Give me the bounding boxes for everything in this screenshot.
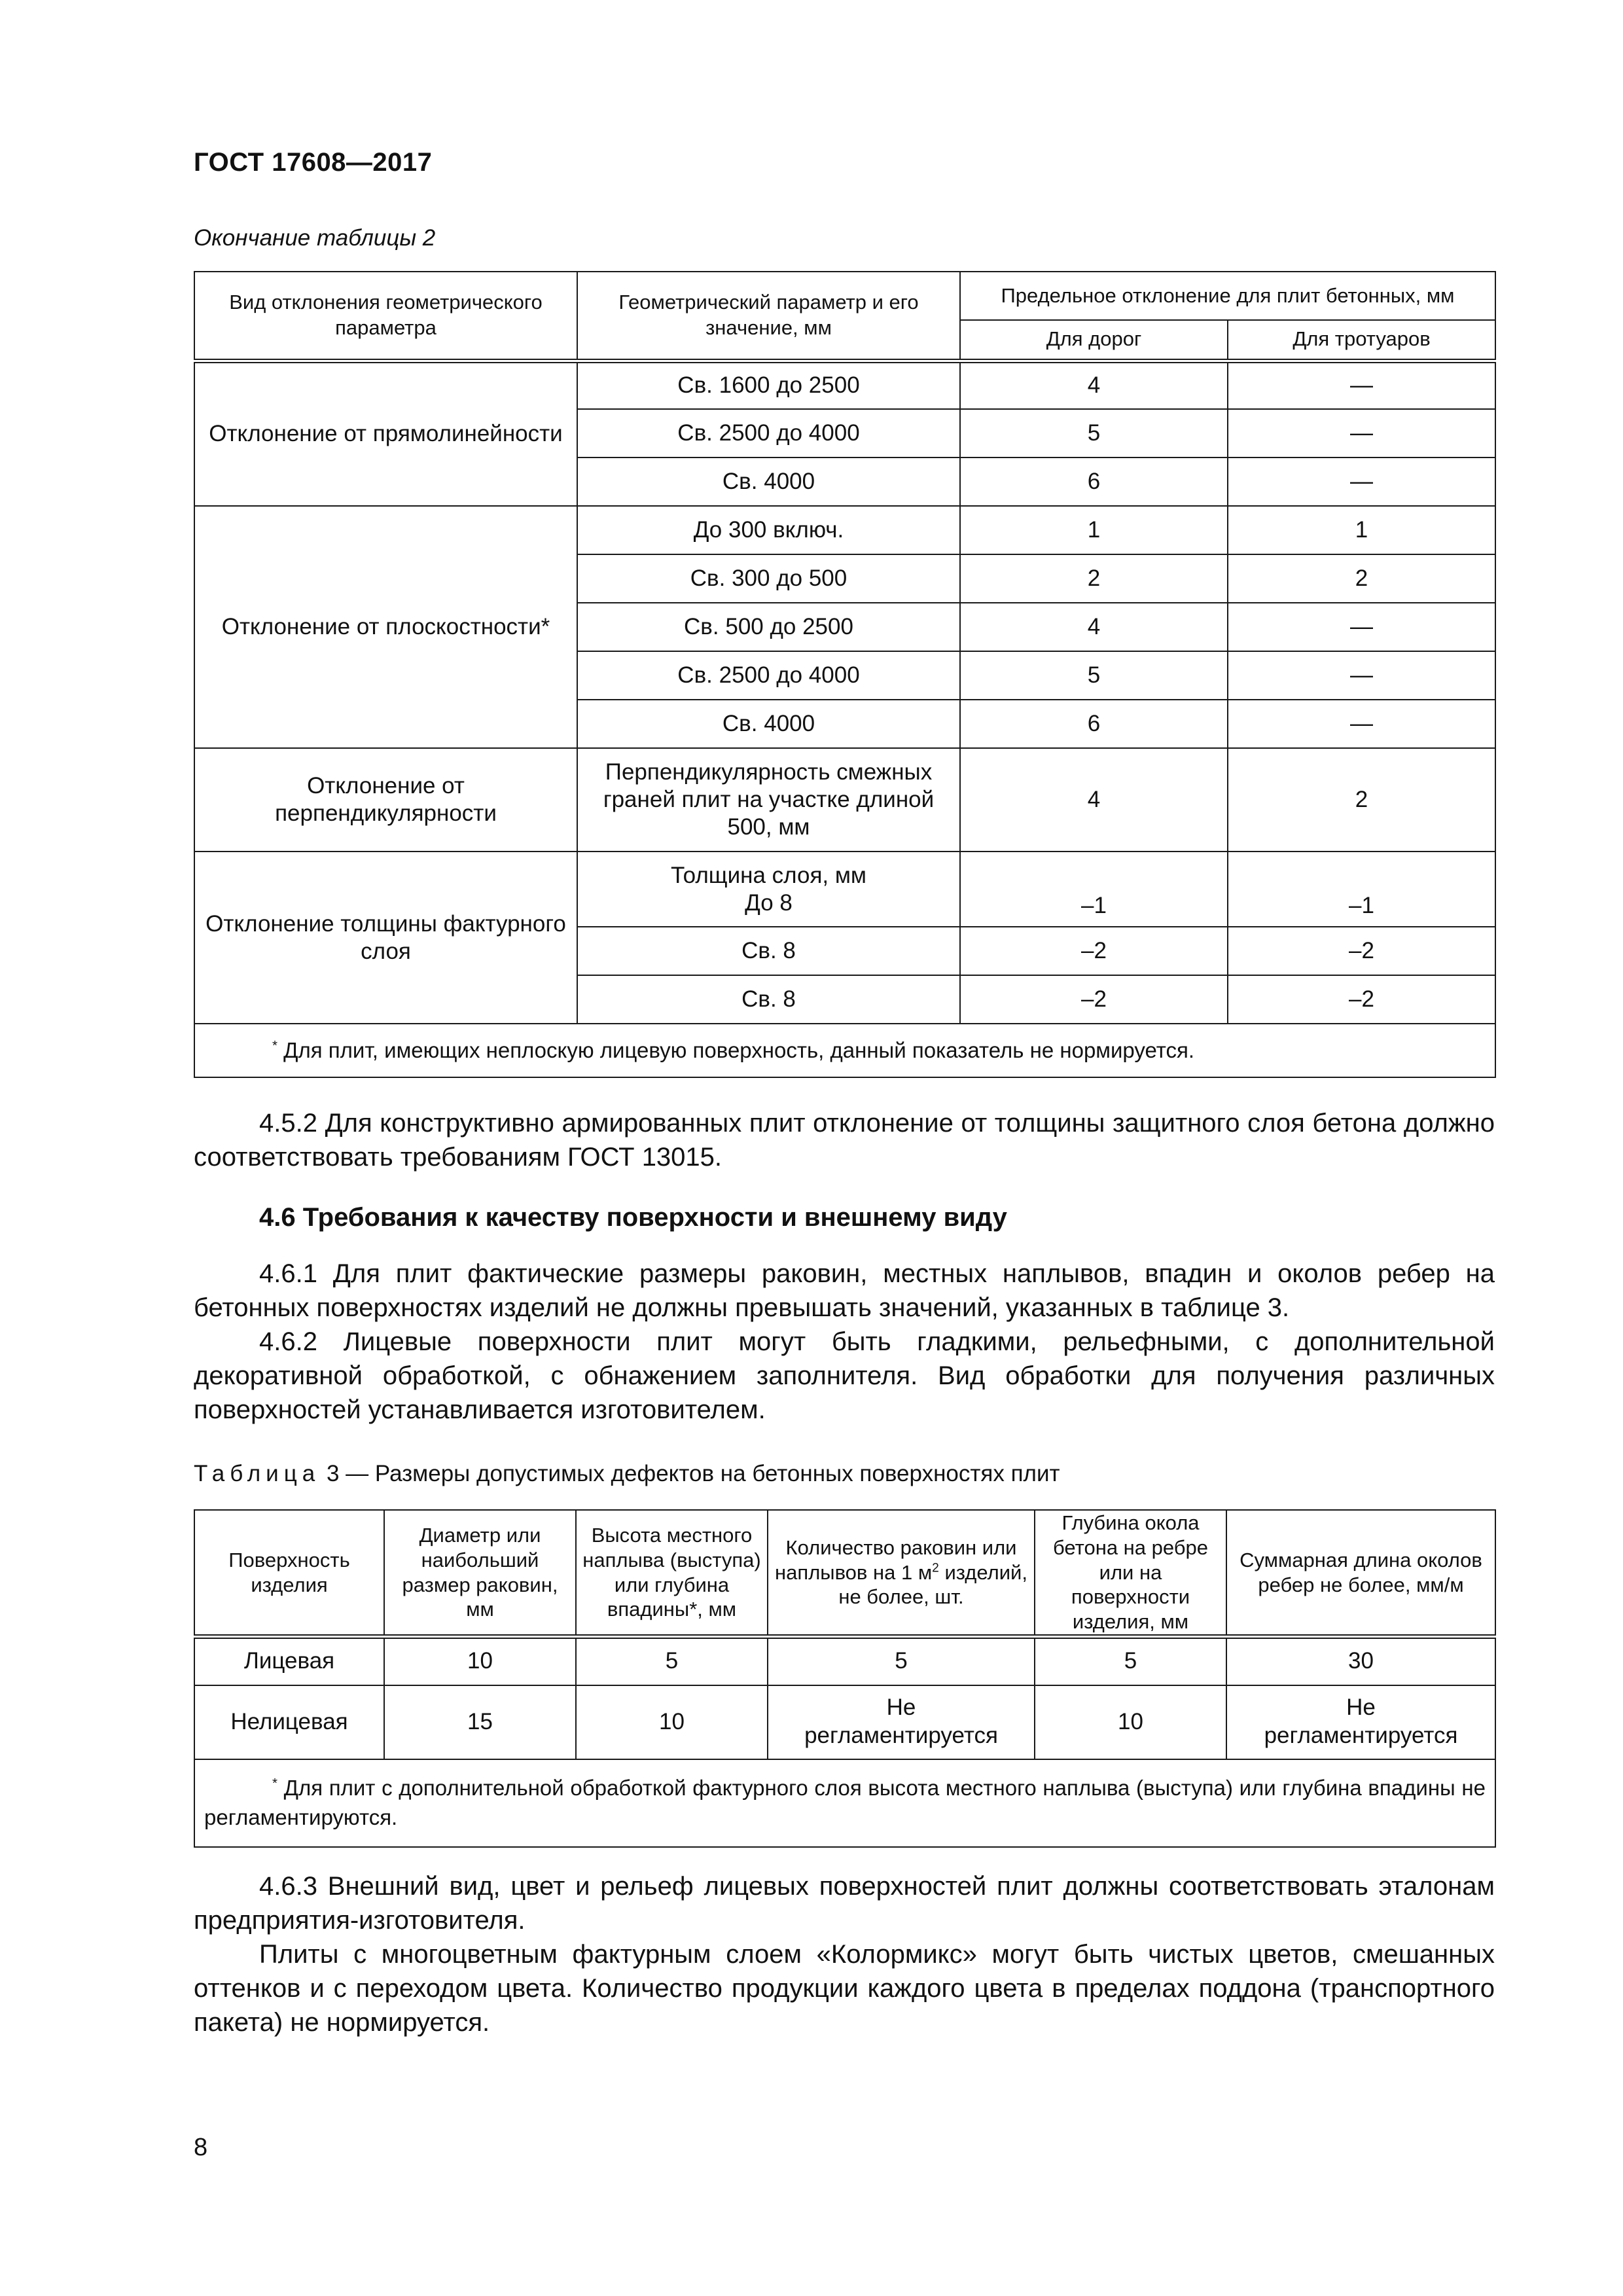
table2-footnote — [194, 1024, 1495, 1077]
table2-header-sidewalks: Для тротуаров — [1228, 320, 1495, 361]
roads-cell: 5 — [960, 409, 1228, 457]
table2-header-deviation-type: Вид отклонения геометрического параметра — [194, 272, 577, 361]
roads-cell: 1 — [960, 506, 1228, 554]
footnote-text: Для плит с дополнительной обработкой фактурного слоя высота местного наплыва (выступа) или глубина впадины не регламентируются. — [204, 1776, 1486, 1829]
table2-header-roads: Для дорог — [960, 320, 1228, 361]
table-row — [194, 1637, 1495, 1685]
param-cell: Св. 2500 до 4000 — [577, 409, 960, 457]
sidewalks-cell: –2 — [1228, 927, 1495, 975]
table-row — [194, 1685, 1495, 1759]
diameter-cell: 10 — [384, 1637, 576, 1685]
height-cell: 5 — [576, 1637, 768, 1685]
param-cell: Св. 4000 — [577, 457, 960, 506]
table3-header-chip-depth: Глубина окола бетона на ребре или на поверхности изделия, мм — [1035, 1510, 1226, 1637]
roads-cell: 4 — [960, 748, 1228, 852]
document-code-header: ГОСТ 17608—2017 — [194, 148, 433, 177]
table-row — [194, 506, 1495, 554]
table-2 — [194, 271, 1496, 1078]
param-cell: Перпендикулярность смежных граней плит на участке длиной 500, мм — [577, 748, 960, 852]
roads-cell: 6 — [960, 700, 1228, 748]
section-heading-4-6: 4.6 Требования к качеству поверхности и внешнему виду — [259, 1203, 1007, 1232]
paragraph-4-6-2: 4.6.2 Лицевые поверхности плит могут быть гладкими, рельефными, с дополнительной декоративной обработкой, с обнажением заполнителя. Вид обработки для получения различных поверхностей устанавливается изготовителем. — [194, 1327, 1495, 1424]
sidewalks-cell: 2 — [1228, 554, 1495, 603]
sidewalks-cell: –2 — [1228, 975, 1495, 1024]
table2-header-geometric-param: Геометрический параметр и его значение, мм — [577, 272, 960, 361]
param-cell: Св. 1600 до 2500 — [577, 361, 960, 409]
paragraph-4-5-2: 4.5.2 Для конструктивно армированных плит отклонение от толщины защитного слоя бетона должно соответствовать требованиям ГОСТ 13015. — [194, 1109, 1495, 1172]
table2-caption: Окончание таблицы 2 — [194, 225, 436, 251]
roads-cell: 5 — [960, 651, 1228, 700]
paragraph-4-6-1: 4.6.1 Для плит фактические размеры раковин, местных наплывов, впадин и околов ребер на бетонных поверхностях изделий не должны превышать значений, указанных в таблице 3. — [194, 1259, 1495, 1322]
count-cell: Не регламентируется — [768, 1685, 1035, 1759]
sidewalks-cell: — — [1228, 651, 1495, 700]
height-cell: 10 — [576, 1685, 768, 1759]
param-cell — [577, 852, 960, 927]
table3-header-surface: Поверхность изделия — [194, 1510, 384, 1637]
roads-cell: 6 — [960, 457, 1228, 506]
param-cell: Св. 8 — [577, 927, 960, 975]
table3-header-count: Количество раковин или наплывов на 1 $м^2$ изделий, не более, шт. — [768, 1510, 1035, 1637]
sidewalks-cell: — — [1228, 603, 1495, 651]
count-cell: 5 — [768, 1637, 1035, 1685]
footnote-text: Для плит, имеющих неплоскую лицевую поверхность, данный показатель не нормируется. — [283, 1038, 1195, 1063]
sidewalks-cell: — — [1228, 457, 1495, 506]
page-number: 8 — [194, 2134, 208, 2161]
sidewalks-cell: — — [1228, 361, 1495, 409]
sidewalks-cell: 1 — [1228, 506, 1495, 554]
footnote-marker: * — [272, 1776, 277, 1791]
param-cell: Св. 4000 — [577, 700, 960, 748]
surface-cell: Нелицевая — [194, 1685, 384, 1759]
total-length-cell: 30 — [1226, 1637, 1495, 1685]
total-length-cell: Не регламентируется — [1226, 1685, 1495, 1759]
roads-cell: –2 — [960, 927, 1228, 975]
param-cell: Св. 300 до 500 — [577, 554, 960, 603]
param-value: До 8 — [745, 889, 793, 916]
roads-cell: –2 — [960, 975, 1228, 1024]
param-cell: До 300 включ. — [577, 506, 960, 554]
param-cell: Св. 500 до 2500 — [577, 603, 960, 651]
surface-cell: Лицевая — [194, 1637, 384, 1685]
sidewalks-cell: — — [1228, 409, 1495, 457]
table2-header-limit-deviation: Предельное отклонение для плит бетонных, мм — [960, 272, 1495, 320]
sidewalks-cell: 2 — [1228, 748, 1495, 852]
table-row — [194, 361, 1495, 409]
footnote-marker: * — [272, 1038, 277, 1054]
deviation-cell: Отклонение от перпендикулярности — [194, 748, 577, 852]
table-footnote-row — [194, 1759, 1495, 1847]
table3-footnote — [194, 1759, 1495, 1847]
table-3 — [194, 1509, 1496, 1848]
deviation-cell: Отклонение от плоскостности* — [194, 506, 577, 748]
table-row — [194, 748, 1495, 852]
param-subheading: Толщина слоя, мм — [671, 862, 866, 888]
table3-header-total-length: Суммарная длина околов ребер не более, мм/м — [1226, 1510, 1495, 1637]
table3-header-diameter: Диаметр или наибольший размер раковин, мм — [384, 1510, 576, 1637]
diameter-cell: 15 — [384, 1685, 576, 1759]
roads-cell: 4 — [960, 361, 1228, 409]
sidewalks-cell: — — [1228, 700, 1495, 748]
table3-header-height: Высота местного наплыва (выступа) или глубина впадины*, мм — [576, 1510, 768, 1637]
table-footnote-row — [194, 1024, 1495, 1077]
chip-depth-cell: 10 — [1035, 1685, 1226, 1759]
chip-depth-cell: 5 — [1035, 1637, 1226, 1685]
deviation-cell: Отклонение от прямолинейности — [194, 361, 577, 506]
roads-cell: –1 — [960, 852, 1228, 927]
roads-cell: 4 — [960, 603, 1228, 651]
table3-caption: Таблица 3 — Размеры допустимых дефектов на бетонных поверхностях плит — [194, 1461, 1060, 1486]
table-row — [194, 852, 1495, 927]
deviation-cell: Отклонение толщины фактурного слоя — [194, 852, 577, 1024]
paragraph-colormix: Плиты с многоцветным фактурным слоем «Колормикс» могут быть чистых цветов, смешанных оттенков и с переходом цвета. Количество продукции каждого цвета в пределах поддона (транспортного пакета) не нормируется. — [194, 1940, 1495, 2037]
paragraph-4-6-3: 4.6.3 Внешний вид, цвет и рельеф лицевых поверхностей плит должны соответствовать эталонам предприятия-изготовителя. — [194, 1872, 1495, 1935]
sidewalks-cell: –1 — [1228, 852, 1495, 927]
param-cell: Св. 2500 до 4000 — [577, 651, 960, 700]
roads-cell: 2 — [960, 554, 1228, 603]
param-cell: Св. 8 — [577, 975, 960, 1024]
